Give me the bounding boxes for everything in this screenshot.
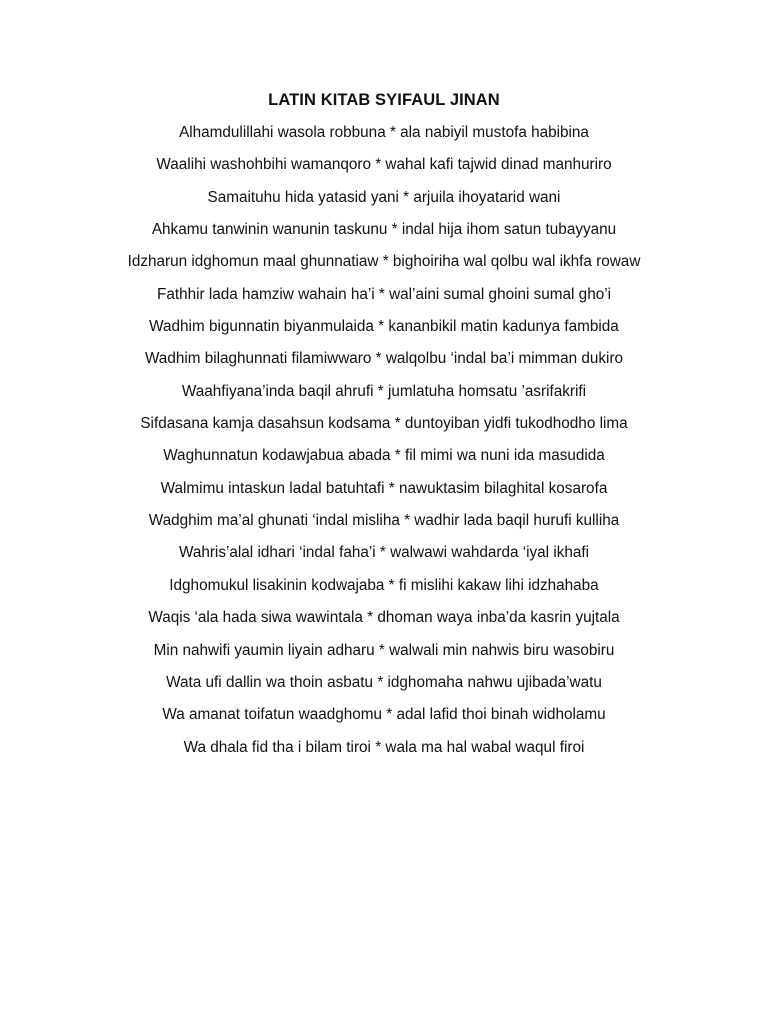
verse-line-1: Alhamdulillahi wasola robbuna * ala nabiyil mustofa habibina xyxy=(179,124,589,141)
verse-line-15: Idghomukul lisakinin kodwajaba * fi mislihi kakaw lihi idzhahaba xyxy=(169,576,599,594)
verse-line-7: Wadhim bigunnatin biyanmulaida * kananbikil matin kadunya fambida xyxy=(149,318,619,336)
verse-list xyxy=(0,121,768,768)
verse-line-19: Wa amanat toifatun waadghomu * adal lafid thoi binah widholamu xyxy=(162,706,606,724)
verse-line-10: Sifdasana kamja dasahsun kodsama * duntoyiban yidfi tukodhodho lima xyxy=(140,415,628,433)
verse-line-8: Wadhim bilaghunnati filamiwwaro * walqolbu ‘indal ba’i mimman dukiro xyxy=(144,350,624,368)
verse-line-5: Idzharun idghomun maal ghunnatiaw * bighoiriha wal qolbu wal ikhfa rowaw xyxy=(127,253,641,271)
verse-line-3: Samaituhu hida yatasid yani * arjuila ihoyatarid wani xyxy=(207,188,561,206)
verse-line-13: Wadghim ma’al ghunati ‘indal misliha * wadhir lada baqil hurufi kulliha xyxy=(148,512,620,530)
verse-line-20: Wa dhala fid tha i bilam tiroi * wala ma hal wabal waqul firoi xyxy=(183,738,585,756)
verse-line-4: Ahkamu tanwinin wanunin taskunu * indal hija ihom satun tubayyanu xyxy=(151,221,617,239)
verse-line-2: Waalihi washohbihi wamanqoro * wahal kafi tajwid dinad manhuriro xyxy=(156,156,612,174)
verse-line-12: Walmimu intaskun ladal batuhtafi * nawuktasim bilaghital kosarofa xyxy=(160,479,608,497)
verse-line-18: Wata ufi dallin wa thoin asbatu * idghomaha nahwu ujibada’watu xyxy=(166,673,602,691)
verse-line-9: Waahfiyana’inda baqil ahrufi * jumlatuha homsatu ’asrifakrifi xyxy=(181,382,587,400)
verse-line-16: Waqis ‘ala hada siwa wawintala * dhoman waya inba’da kasrin yujtala xyxy=(148,609,620,627)
verse-line-14: Wahris’alal idhari ‘indal faha’i * walwawi wahdarda ‘iyal ikhafi xyxy=(178,544,590,562)
document-title: LATIN KITAB SYIFAUL JINAN xyxy=(268,91,500,109)
verse-line-6: Fathhir lada hamziw wahain ha’i * wal’aini sumal ghoini sumal gho’i xyxy=(156,285,612,303)
verse-line-11: Waghunnatun kodawjabua abada * fil mimi wa nuni ida masudida xyxy=(163,447,605,465)
verse-line-17: Min nahwifi yaumin liyain adharu * walwali min nahwis biru wasobiru xyxy=(153,641,615,659)
